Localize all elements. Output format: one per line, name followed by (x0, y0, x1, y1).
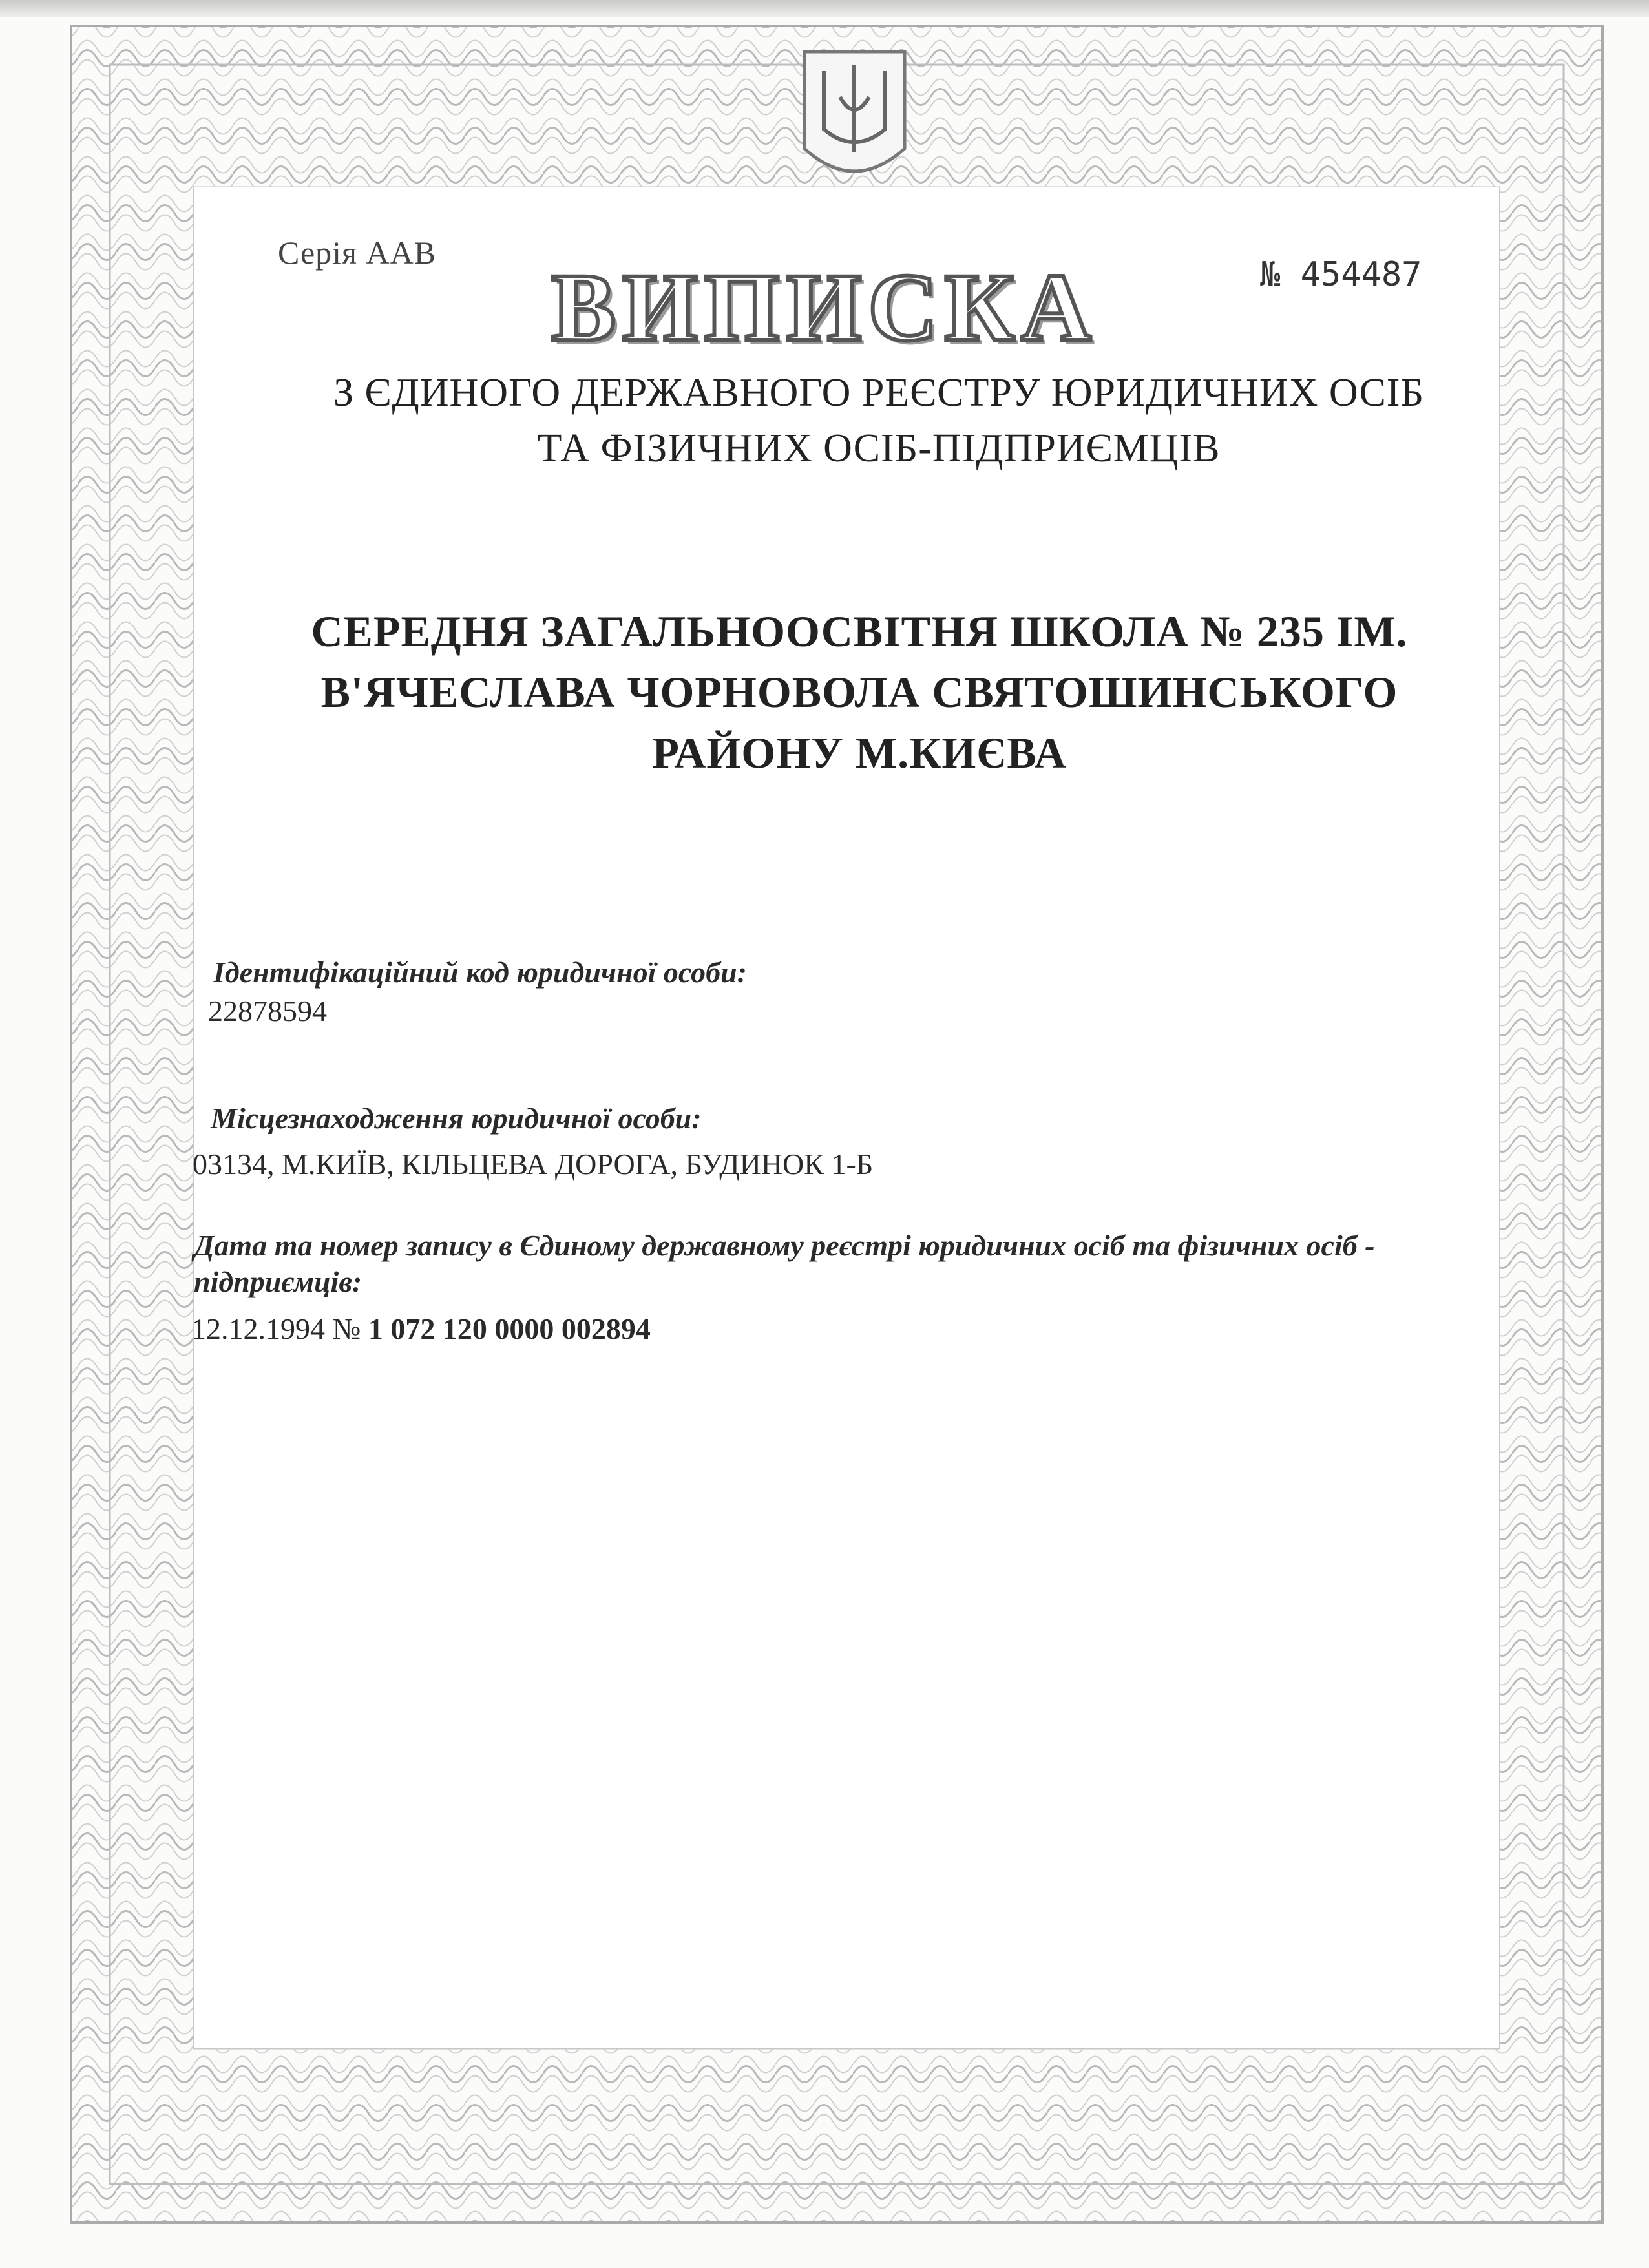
id-code-value: 22878594 (208, 994, 327, 1027)
trident-emblem-icon (804, 52, 905, 171)
entity-name-line-3: РАЙОНУ М.КИЄВА (652, 728, 1067, 777)
document-subtitle (233, 365, 1525, 476)
entity-name-line-1: СЕРЕДНЯ ЗАГАЛЬНООСВІТНЯ ШКОЛА № 235 ІМ. (311, 607, 1408, 656)
location-label: Місцезнаходження юридичної особи: (211, 1102, 702, 1135)
subtitle-line-2: ТА ФІЗИЧНИХ ОСІБ-ПІДПРИЄМЦІВ (537, 426, 1221, 470)
entity-name-line-2: В'ЯЧЕСЛАВА ЧОРНОВОЛА СВЯТОШИНСЬКОГО (320, 667, 1398, 717)
location-value: 03134, М.КИЇВ, КІЛЬЦЕВА ДОРОГА, БУДИНОК 1-Б (193, 1148, 874, 1181)
page-title: ВИПИСКА (551, 254, 1098, 361)
number-value: 454487 (1300, 255, 1422, 294)
record-label: Дата та номер запису в Єдиному державному реєстрі юридичних осіб та фізичних осіб - підприємців: (194, 1229, 1375, 1298)
record-value (191, 1312, 651, 1346)
id-code-label: Ідентифікаційний код юридичної особи: (213, 956, 748, 989)
record-number: 1 072 120 0000 002894 (368, 1312, 651, 1345)
number-prefix: № (1260, 255, 1281, 294)
series-label: Серія ААВ (278, 235, 437, 271)
subtitle-line-1: З ЄДИНОГО ДЕРЖАВНОГО РЕЄСТРУ ЮРИДИЧНИХ ОСІБ (333, 371, 1425, 415)
record-date: 12.12.1994 № (191, 1312, 361, 1345)
entity-name (271, 601, 1447, 783)
